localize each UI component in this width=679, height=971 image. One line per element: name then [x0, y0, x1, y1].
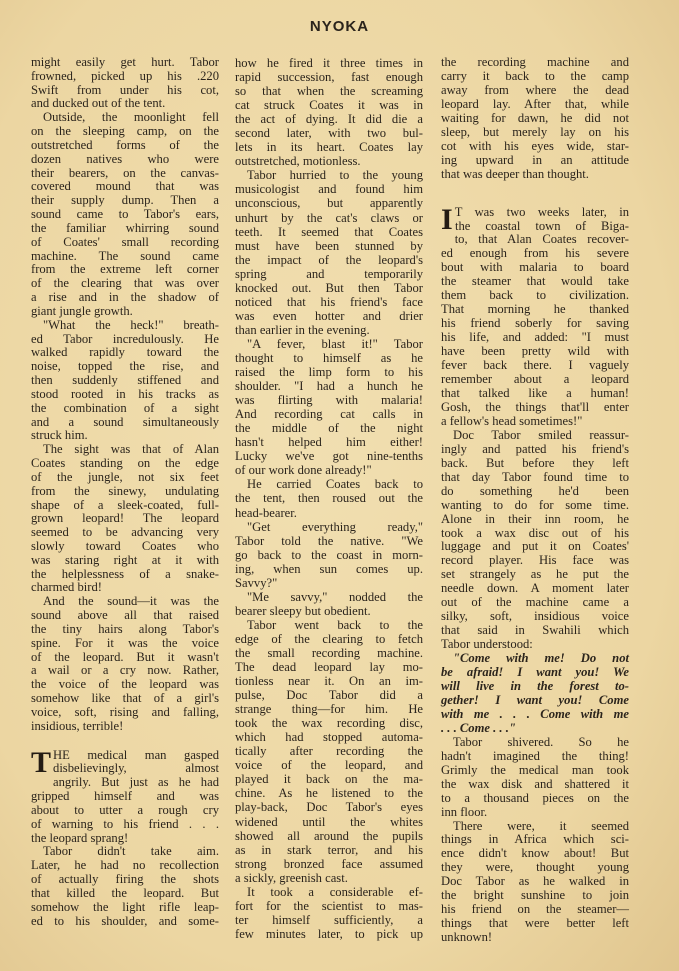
paragraph: [235, 590, 423, 618]
text-line: fever back there. I vaguely: [441, 358, 629, 373]
text-line: pulse, Doc Tabor did a: [235, 688, 423, 703]
text-line: their bearers, on the canvas-: [31, 165, 219, 180]
text-line: shoulder. "I had a hunch he: [235, 379, 423, 394]
text-line: Tabor didn't take aim.: [43, 844, 219, 859]
text-line: played it back on the ma-: [235, 772, 423, 787]
text-line: of our work done already!": [235, 463, 372, 478]
quoted-paragraph: [441, 652, 629, 736]
text-line: tionless near it. On an im-: [235, 674, 423, 689]
paragraph: [441, 56, 629, 182]
text-line: the bright sunshine to join: [441, 888, 629, 903]
text-line: about to utter a rough cry: [31, 802, 219, 817]
text-line: took the wax recording disc,: [235, 716, 423, 731]
text-line: outstretched, motionless.: [235, 154, 361, 169]
text-line: Lucky we've got nine-tenths: [235, 449, 423, 464]
text-line: cat struck Coates it was in: [235, 98, 423, 113]
text-line: knocked out. But then Tabor: [235, 280, 423, 295]
text-line: raised the limp form to his: [235, 365, 423, 380]
text-line: "Get everything ready,": [247, 519, 423, 534]
text-line: the middle of the night: [235, 421, 423, 436]
text-line: a sickly, greenish cast.: [235, 870, 348, 885]
text-line: hasn't helped him either!: [235, 435, 423, 450]
text-line: bout with malaria to board: [441, 260, 629, 275]
text-line: insidious, terrible!: [31, 718, 124, 733]
text-line: on the sleeping camp, on the: [31, 124, 219, 139]
text-line: took a wax disc out of his: [441, 525, 629, 540]
paragraph: [235, 520, 423, 590]
text-line: noise, topped the rise, and: [31, 359, 219, 374]
paragraph: [235, 618, 423, 885]
text-line: his friend on the steamer—: [441, 902, 629, 917]
text-line: angrily. But just as he had: [53, 775, 219, 790]
text-line: lets in its heart. Coates lay: [235, 140, 423, 155]
text-line: a fellow's head sometimes!": [441, 413, 583, 428]
text-line: spine. For it was the voice: [31, 635, 219, 650]
text-line: to a thousand pieces on the: [441, 790, 629, 805]
text-line: things that were better left: [441, 916, 629, 931]
text-line: "Come with me! Do not: [453, 651, 629, 666]
text-line: frowned, picked up his .220: [31, 68, 219, 83]
text-line: from the extreme left corner: [31, 262, 219, 277]
drop-cap-letter: I: [441, 202, 453, 236]
text-line: was flirting with malaria!: [235, 393, 423, 408]
text-line: must have been stunned by: [235, 238, 423, 253]
text-line: and a sound simultaneously: [31, 414, 219, 429]
text-line: There were, it seemed: [453, 818, 629, 833]
text-line: bearer sleepy but obedient.: [235, 603, 371, 618]
text-line: strong bronzed face assumed: [235, 856, 423, 871]
text-line: inn floor.: [441, 804, 488, 819]
text-line: ing upward in an attitude: [441, 152, 629, 167]
text-line: the wax disk and shattered it: [441, 776, 629, 791]
text-line: thought to himself as he: [235, 350, 423, 365]
text-line: waiting for dawn, he did not: [441, 110, 629, 125]
text-line: Tabor shivered. So he: [453, 734, 629, 749]
text-line: that was deeper than thought.: [441, 166, 589, 181]
text-line: that said in Swahili which: [441, 623, 629, 638]
text-line: will live in the forest to-: [441, 678, 629, 693]
text-line: widened until the whites: [235, 814, 423, 829]
paragraph: [31, 319, 219, 443]
text-line: have been pretty wild with: [441, 344, 629, 359]
text-line: a rise and in the shadow of: [31, 290, 219, 305]
text-line: ed to his shoulder, and some-: [31, 913, 219, 928]
text-line: with me . . . Come with me: [441, 706, 629, 721]
text-line: the coastal town of Biga-: [455, 218, 629, 233]
text-line: they were, thought young: [441, 860, 629, 875]
text-line: Gosh, the things that'll enter: [441, 399, 629, 414]
text-line: voice of the leopard, and: [235, 758, 423, 773]
text-column-1: [31, 56, 219, 928]
paragraph: [31, 443, 219, 595]
text-line: their supply dump. Then a: [31, 193, 219, 208]
text-line: second later, with two bul-: [235, 126, 423, 141]
text-line: and ducked out of the tent.: [31, 96, 166, 111]
text-line: away from where the dead: [441, 82, 629, 97]
text-line: somehow the light rifle leap-: [31, 899, 219, 914]
text-line: Doc Tabor as he walked in: [441, 874, 629, 889]
text-line: back. But before they left: [441, 455, 629, 470]
text-line: might easily get hurt. Tabor: [31, 55, 219, 69]
text-line: hadn't imagined the thing!: [441, 748, 629, 763]
text-line: of the leopard. But it wasn't: [31, 649, 219, 664]
text-line: so that when the screaming: [235, 84, 423, 99]
text-line: gripped himself and was: [31, 789, 219, 804]
paragraph: [441, 820, 629, 946]
text-line: Swift from under his cot,: [31, 82, 219, 97]
text-line: the tiny hairs along Tabor's: [31, 621, 219, 636]
text-line: somehow like that of a girl's: [31, 691, 219, 706]
text-line: how he fired it three times in: [235, 56, 423, 70]
text-line: wanting to do for some time.: [441, 497, 629, 512]
text-line: Doc Tabor smiled reassur-: [453, 427, 629, 442]
text-line: T was two weeks later, in: [454, 204, 629, 219]
text-line: than earlier in the evening.: [235, 322, 370, 337]
text-line: The sight was that of Alan: [43, 442, 219, 457]
text-line: his friend soberly for saving: [441, 316, 629, 331]
paragraph: [235, 56, 423, 168]
text-line: He carried Coates back to: [247, 477, 423, 492]
text-line: the helplessness of a snake-: [31, 566, 219, 581]
text-line: slowly toward Coates who: [31, 538, 219, 553]
paragraph: [235, 477, 423, 519]
text-line: luggage and put it on Coates': [441, 539, 629, 554]
text-line: voice, soft, rising and falling,: [31, 704, 219, 719]
text-line: few minutes later, to pick up: [235, 926, 423, 941]
text-line: carry it back to the camp: [441, 68, 629, 83]
text-line: set strangely as he put the: [441, 567, 629, 582]
text-line: that killed the leopard. But: [31, 885, 219, 900]
text-line: as in stark terror, and his: [235, 842, 423, 857]
text-line: things in Africa which sci-: [441, 832, 629, 847]
section-opening-paragraph: [31, 745, 219, 846]
text-line: ed enough from his severe: [441, 246, 629, 261]
text-line: the small recording machine.: [235, 645, 423, 660]
text-line: And recording cat calls in: [235, 407, 423, 422]
text-line: the combination of a sight: [31, 400, 219, 415]
text-line: the tent, then roused out the: [235, 491, 423, 506]
text-line: them back to civilization.: [441, 288, 629, 303]
text-line: HE medical man gasped: [53, 747, 219, 762]
text-line: That morning he thanked: [441, 302, 629, 317]
text-line: remember about a leopard: [441, 372, 629, 387]
text-line: of warning to his friend . . .: [31, 816, 219, 831]
text-line: ed Tabor incredulously. He: [31, 331, 219, 346]
text-line: that day Tabor found time to: [441, 469, 629, 484]
text-line: gether! I want you! Come: [441, 692, 629, 707]
text-line: go back to the coast in morn-: [235, 547, 423, 562]
text-line: shape of a sleek-coated, full-: [31, 497, 219, 512]
text-line: cot with his eyes wide, star-: [441, 138, 629, 153]
text-line: "What the heck!" breath-: [43, 317, 219, 332]
text-line: out of the machine came a: [441, 595, 629, 610]
text-line: Outside, the moonlight fell: [43, 110, 219, 125]
text-line: charmed bird!: [31, 580, 102, 595]
text-line: machine. The sound came: [31, 248, 219, 263]
text-line: strange thing—for him. He: [235, 702, 423, 717]
text-line: unconscious, but apparently: [235, 196, 423, 211]
text-line: the impact of the leopard's: [235, 252, 423, 267]
text-line: of the jungle, not six feet: [31, 469, 219, 484]
paragraph: [235, 885, 423, 941]
text-line: giant jungle growth.: [31, 303, 133, 318]
text-line: needle down. A moment later: [441, 581, 629, 596]
text-line: sound came to Tabor's ears,: [31, 207, 219, 222]
text-line: was staring right at it with: [31, 552, 219, 567]
text-line: It took a considerable ef-: [247, 884, 423, 899]
text-line: struck him.: [31, 428, 88, 443]
text-line: "A fever, blast it!" Tabor: [247, 336, 423, 351]
text-line: the leopard sprang!: [31, 830, 129, 845]
text-line: musicologist and found him: [235, 182, 423, 197]
text-line: outstretched forms of the: [31, 137, 219, 152]
text-line: Coates standing on the edge: [31, 456, 219, 471]
drop-cap-letter: T: [31, 745, 52, 779]
text-line: be afraid! I want you! We: [441, 665, 629, 680]
paragraph: [31, 595, 219, 733]
text-line: his life, and added: "I must: [441, 330, 629, 345]
text-line: ence didn't know about! But: [441, 846, 629, 861]
text-line: . . . Come . . .": [441, 720, 516, 735]
text-line: tically after recording the: [235, 744, 423, 759]
text-line: chine. As he listened to the: [235, 786, 423, 801]
text-line: sleep, but merely lay on his: [441, 124, 629, 139]
text-column-3: [441, 56, 629, 945]
text-line: of Coates' small recording: [31, 234, 219, 249]
text-line: was even hotter and drier: [235, 308, 423, 323]
paragraph: [31, 111, 219, 318]
text-line: of actually firing the shots: [31, 872, 219, 887]
text-line: of the clearing that was over: [31, 276, 219, 291]
page-header-title: NYOKA: [309, 18, 370, 35]
text-line: covered mound that was: [31, 179, 219, 194]
text-line: stood rooted in his tracks as: [31, 386, 219, 401]
text-line: Tabor understood:: [441, 637, 533, 652]
text-line: the act of dying. It did die a: [235, 112, 423, 127]
text-line: "Me savvy," nodded the: [247, 589, 423, 604]
text-line: seemed to be advancing very: [31, 525, 219, 540]
text-line: a wail or a cry now. Rather,: [31, 663, 219, 678]
text-line: showed all around the pupils: [235, 828, 423, 843]
text-line: And the sound—it was the: [43, 594, 219, 609]
text-line: spring and temporarily: [235, 266, 423, 281]
text-line: do something he'd been: [441, 483, 629, 498]
text-line: fort for the scientist to mas-: [235, 898, 423, 913]
paragraph: [235, 337, 423, 477]
text-line: grown leopard! The leopard: [31, 511, 219, 526]
text-line: edge of the clearing to fetch: [235, 631, 423, 646]
text-line: to, that Alan Coates recover-: [454, 232, 629, 247]
text-line: unhurt by the cat's claws or: [235, 210, 423, 225]
text-line: Later, he had no recollection: [31, 858, 219, 873]
text-line: leopard lay. After that, while: [441, 96, 629, 111]
text-line: the familiar whirring sound: [31, 220, 219, 235]
text-line: that talked like a human!: [441, 385, 629, 400]
text-line: noticed that his friend's face: [235, 294, 423, 309]
paragraph: [441, 429, 629, 652]
text-line: Tabor told the native. "We: [235, 533, 423, 548]
paragraph: [235, 168, 423, 337]
text-line: The dead leopard lay mo-: [235, 660, 423, 675]
paragraph: [31, 845, 219, 928]
text-line: ter himself sufficiently, a: [235, 912, 423, 927]
text-line: the steamer that would take: [441, 274, 629, 289]
text-line: Savvy?": [235, 575, 278, 590]
text-line: from the sinewy, undulating: [31, 483, 219, 498]
text-line: dozen natives who were: [31, 151, 219, 166]
text-line: teeth. It seemed that Coates: [235, 224, 423, 239]
text-line: the recording machine and: [441, 55, 629, 69]
text-line: ing, when sun comes up.: [235, 561, 423, 576]
text-line: unknown!: [441, 930, 493, 945]
text-line: ingly and patted his friend's: [441, 441, 629, 456]
text-line: play-back, Doc Tabor's eyes: [235, 800, 423, 815]
text-line: Grimly the medical man took: [441, 762, 629, 777]
text-line: Alone in their inn room, he: [441, 511, 629, 526]
paragraph: [31, 56, 219, 111]
text-line: walked rapidly toward the: [31, 345, 219, 360]
text-line: Tabor hurried to the young: [247, 168, 423, 183]
paragraph: [441, 736, 629, 820]
text-line: the voice of the leopard was: [31, 677, 219, 692]
text-line: sound above all that raised: [31, 608, 219, 623]
text-line: disbelievingly, almost: [53, 761, 219, 776]
text-line: head-bearer.: [235, 505, 297, 520]
text-line: then suddenly stiffened and: [31, 373, 219, 388]
text-line: Tabor went back to the: [247, 617, 423, 632]
text-line: which had stopped automa-: [235, 730, 423, 745]
text-line: rapid succession, fast enough: [235, 70, 423, 85]
text-line: silky, soft, insidious voice: [441, 609, 629, 624]
section-opening-paragraph: [441, 202, 629, 429]
text-column-2: [235, 56, 423, 941]
text-line: record player. His face was: [441, 553, 629, 568]
